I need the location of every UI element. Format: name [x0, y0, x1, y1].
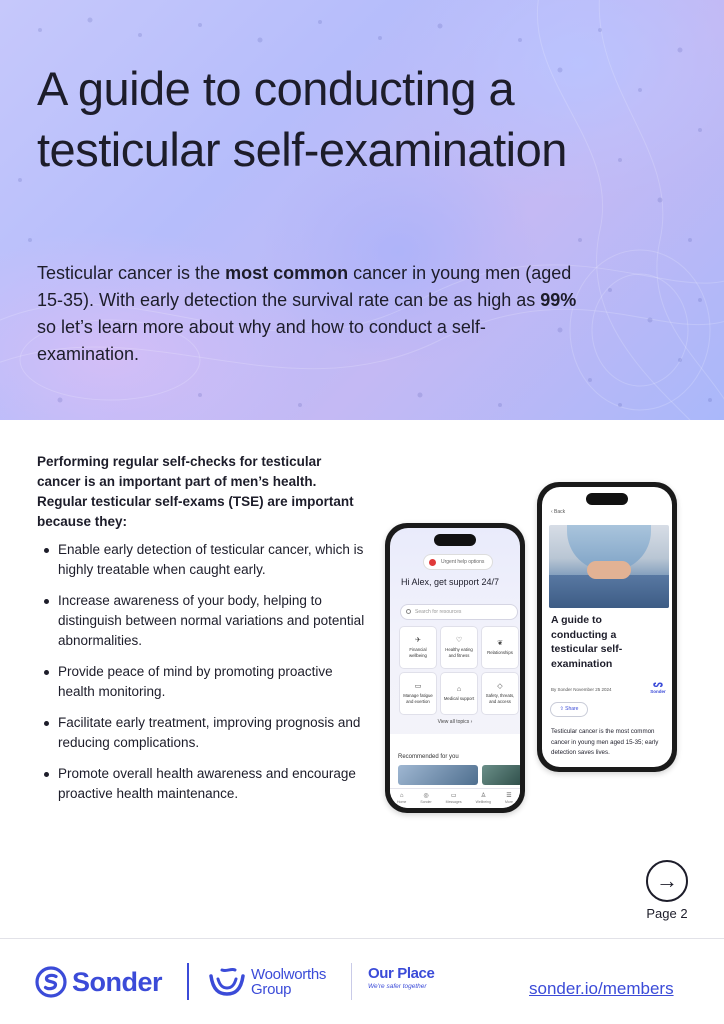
phone-mockup-home — [385, 523, 525, 813]
tab-label: Messages — [445, 800, 462, 804]
topic-grid — [400, 627, 518, 714]
relationships-icon: ❦ — [497, 639, 503, 647]
view-all-topics-link: View all topics › — [437, 719, 473, 725]
sonder-wordmark: Sonder — [72, 966, 163, 997]
share-button: ⇧ Share — [551, 703, 587, 716]
arrow-right-icon: → — [656, 868, 678, 893]
recommended-heading: Recommended for you — [398, 754, 459, 760]
benefits-list — [37, 540, 367, 815]
woolworths-group-wordmark: Group — [251, 981, 292, 998]
shield-icon: ◇ — [497, 683, 503, 691]
article-excerpt: Testicular cancer is the most common cancer in young men aged 15-35; early detection saves lives. — [551, 728, 659, 756]
sonder-small-logo — [647, 679, 669, 694]
search-icon — [406, 609, 411, 614]
topic-tile — [441, 627, 477, 668]
tab-wellbeing — [476, 793, 491, 804]
tile-label: Safety, threats, and access — [485, 693, 515, 704]
phone-screen — [390, 528, 520, 808]
tile-label: Manage fatigue and exertion — [403, 693, 433, 704]
intro-emphasis: most common — [225, 263, 349, 283]
phone-screen — [542, 487, 672, 767]
list-item: Provide peace of mind by promoting proactive health monitoring. — [37, 662, 367, 702]
logo-wordmark: Sonder — [650, 689, 666, 694]
logo-divider — [351, 963, 352, 1000]
image-hands — [587, 561, 631, 579]
next-page-button[interactable] — [646, 860, 688, 902]
app-search-input — [401, 605, 517, 619]
topic-tile — [400, 673, 436, 714]
tile-label: Financial wellbeing — [409, 647, 427, 658]
battery-icon: ▭ — [414, 683, 422, 691]
our-place-logo — [368, 965, 434, 991]
list-item: Enable early detection of testicular cancer, which is highly treatable when caught early. — [37, 540, 367, 580]
members-link[interactable]: sonder.io/members — [529, 979, 674, 998]
article-hero-image — [549, 525, 669, 608]
intro-text: so let’s learn more about why and how to conduct a self-examination. — [37, 317, 486, 364]
recommended-card-image — [482, 765, 520, 785]
tab-label: Sonder — [420, 800, 432, 804]
sonder-logo — [35, 962, 162, 1002]
list-item: Facilitate early treatment, improving prognosis and reducing complications. — [37, 713, 367, 753]
medical-icon: ⌂ — [456, 685, 462, 693]
image-jeans — [549, 575, 669, 608]
intro-text: Testicular cancer is the — [37, 263, 226, 283]
intro-emphasis: 99% — [540, 290, 577, 310]
list-item: Increase awareness of your body, helping to distinguish between normal variations and potential abnormalities. — [37, 591, 367, 651]
phone-mockup-article — [537, 482, 677, 772]
intro-paragraph — [37, 260, 577, 368]
lead-paragraph: Performing regular self-checks for testicular cancer is an important part of men’s health. Regular testicular self-exams (TSE) are important because they: — [37, 454, 354, 529]
hero-banner — [0, 0, 724, 420]
search-placeholder: Search for resources — [415, 609, 462, 615]
tile-label: Healthy eating and fitness — [445, 647, 473, 658]
greeting-heading: Hi Alex, get support 24/7 — [401, 577, 500, 587]
financial-icon: ✈ — [415, 637, 421, 645]
page-number: Page 2 — [646, 906, 688, 921]
topic-tile — [482, 627, 518, 668]
topic-tile — [482, 673, 518, 714]
wellbeing-icon: ♙ — [480, 793, 486, 799]
article-byline: By Sonder November 25 2024 — [551, 687, 612, 692]
woolworths-wordmark: Woolworths — [251, 966, 327, 983]
back-link: ‹ Back — [551, 509, 566, 515]
dynamic-island — [434, 534, 476, 546]
tab-home — [397, 793, 406, 804]
alert-dot-icon — [429, 559, 436, 566]
intro-text: cancer in young men (aged 15-35). With early detection the survival rate can be as high as — [37, 263, 572, 310]
tab-messages — [446, 793, 462, 804]
tab-sonder — [420, 793, 431, 804]
our-place-wordmark: Our Place — [368, 965, 435, 982]
chat-icon: ▭ — [450, 793, 457, 799]
tab-label: Wellbeing — [475, 800, 491, 804]
home-icon: ⌂ — [399, 793, 404, 799]
tab-more — [505, 793, 513, 804]
urgent-help-label: Urgent help options — [441, 559, 485, 565]
logo-divider — [187, 963, 189, 1000]
woolworths-w-icon — [207, 966, 247, 998]
tile-label: Relationships — [487, 649, 513, 655]
sonder-icon: ◎ — [423, 793, 429, 799]
topic-tile — [400, 627, 436, 668]
heart-icon: ♡ — [455, 637, 463, 645]
app-tab-bar — [390, 788, 520, 808]
recommended-card-image — [398, 765, 478, 785]
woolworths-logo — [207, 964, 326, 1000]
sonder-icon: ᔕ — [652, 679, 664, 689]
menu-icon: ☰ — [506, 793, 512, 799]
footer-divider — [0, 938, 724, 939]
our-place-tagline: We're safer together — [368, 983, 427, 990]
dynamic-island — [586, 493, 628, 505]
tile-label: Medical support — [443, 695, 475, 701]
tab-label: More — [504, 800, 513, 804]
urgent-help-button — [424, 555, 492, 569]
list-item: Promote overall health awareness and encourage proactive health maintenance. — [37, 764, 367, 804]
tab-label: Home — [397, 800, 407, 804]
article-title: A guide to conducting a testicular self-examination — [551, 614, 623, 670]
page-title: A guide to conducting a testicular self-examination — [37, 62, 567, 176]
sonder-s-icon — [35, 966, 67, 998]
topic-tile — [441, 673, 477, 714]
